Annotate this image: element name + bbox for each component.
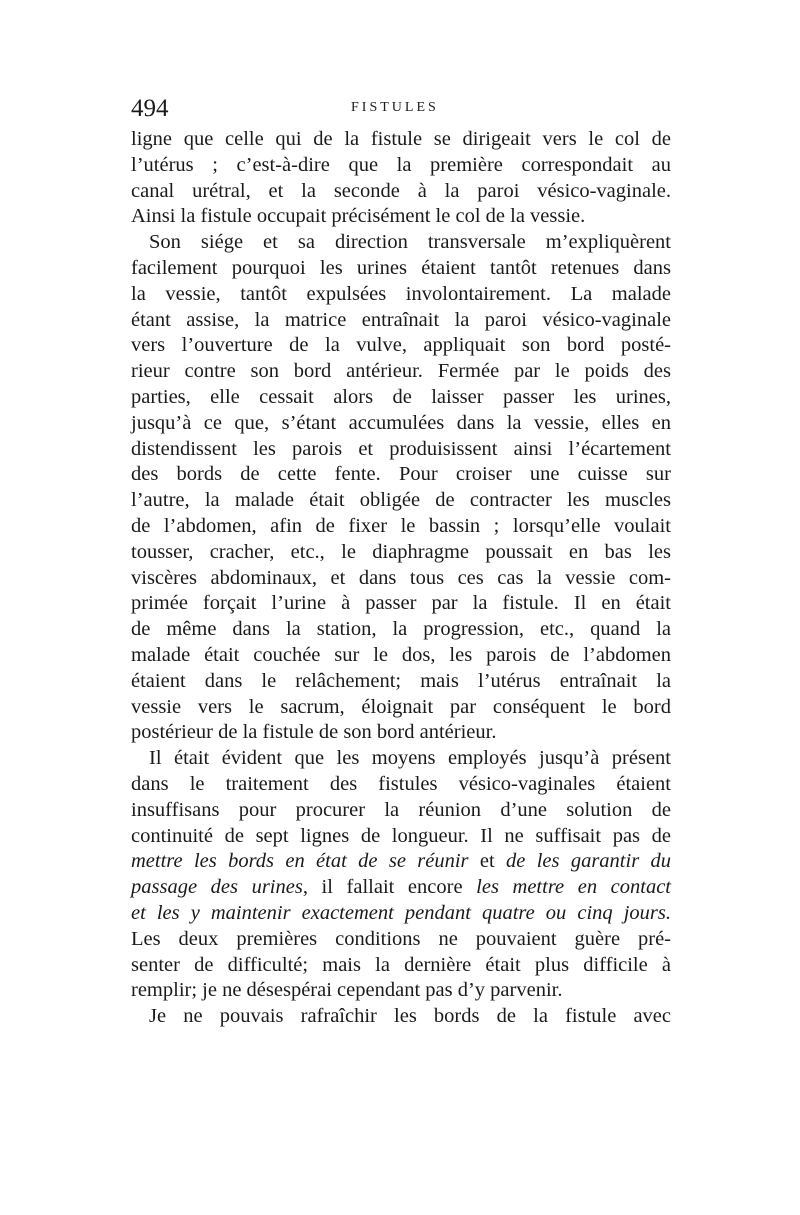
italic-text: les mettre en contact [476,876,672,899]
text-line: remplir; je ne désespérai cependant pas d’y parvenir. [131,979,563,1002]
text-line: jusqu’à ce que, s’étant accumulées dans la vessie, elles en [131,411,671,434]
text-line: rieur contre son bord antérieur. Fermée par le poids des [131,360,671,383]
text-line: de même dans la station, la progression, etc., quand la [131,618,671,641]
text-line: l’utérus ; c’est-à-dire que la première correspondait au [131,153,671,176]
text-line: facilement pourquoi les urines étaient tantôt retenues dans [131,256,671,279]
italic-text: passage des urines [131,876,303,899]
text-line: dans le traitement des fistules vésico-vaginales étaient [131,772,671,795]
text-line: canal urétral, et la seconde à la paroi vésico-vaginale. [131,179,671,202]
text-line: étant assise, la matrice entraînait la paroi vésico-vaginale [131,308,671,331]
text-line: Les deux premières conditions ne pouvaient guère pré- [131,927,671,950]
text-line: postérieur de la fistule de son bord antérieur. [131,721,497,744]
text-span: , il fallait encore [302,876,477,899]
body-text [131,127,671,1030]
text-line [131,875,671,901]
page-number: 494 [131,95,169,122]
text-line: de l’abdomen, afin de fixer le bassin ; lorsqu’elle voulait [131,514,671,537]
page-header [131,94,671,124]
italic-text: mettre les bords en état de se réunir [131,850,469,873]
text-line: Ainsi la fistule occupait précisément le col de la vessie. [131,205,586,228]
text-line: insuffisans pour procurer la réunion d’une solution de [131,798,671,821]
text-line: malade était couchée sur le dos, les parois de l’abdomen [131,643,671,666]
italic-text: et les y maintenir exactement pendant quatre ou cinq jours. [131,901,671,924]
text-line: primée forçait l’urine à passer par la fistule. Il en était [131,592,671,615]
text-line: l’autre, la malade était obligée de contracter les muscles [131,489,671,512]
text-line: viscères abdominaux, et dans tous ces cas la vessie com- [131,566,671,589]
text-line: vessie vers le sacrum, éloignait par conséquent le bord [131,695,671,718]
text-span: et [468,850,507,873]
text-line [131,849,671,875]
text-line: vers l’ouverture de la vulve, appliquait son bord posté- [131,334,671,357]
text-line: des bords de cette fente. Pour croiser une cuisse sur [131,463,671,486]
text-line: tousser, cracher, etc., le diaphragme poussait en bas les [131,540,671,563]
text-line: étaient dans le relâchement; mais l’utérus entraînait la [131,669,671,692]
text-line: la vessie, tantôt expulsées involontairement. La malade [131,282,671,305]
text-line: distendissent les parois et produisissent ainsi l’écartement [131,437,671,460]
text-line: continuité de sept lignes de longueur. Il ne suffisait pas de [131,824,671,847]
text-line [131,901,671,927]
text-line: senter de difficulté; mais la dernière était plus difficile à [131,953,671,976]
text-line: ligne que celle qui de la fistule se dirigeait vers le col de [131,128,671,150]
text-line: Son siége et sa direction transversale m’expliquèrent [149,231,671,254]
italic-text: de les garantir du [506,850,672,873]
text-line: Je ne pouvais rafraîchir les bords de la fistule avec [149,1005,671,1028]
text-line: Il était évident que les moyens employés jusqu’à présent [149,747,671,770]
running-head: FISTULES [351,100,439,115]
text-line: parties, elle cessait alors de laisser passer les urines, [131,385,671,408]
